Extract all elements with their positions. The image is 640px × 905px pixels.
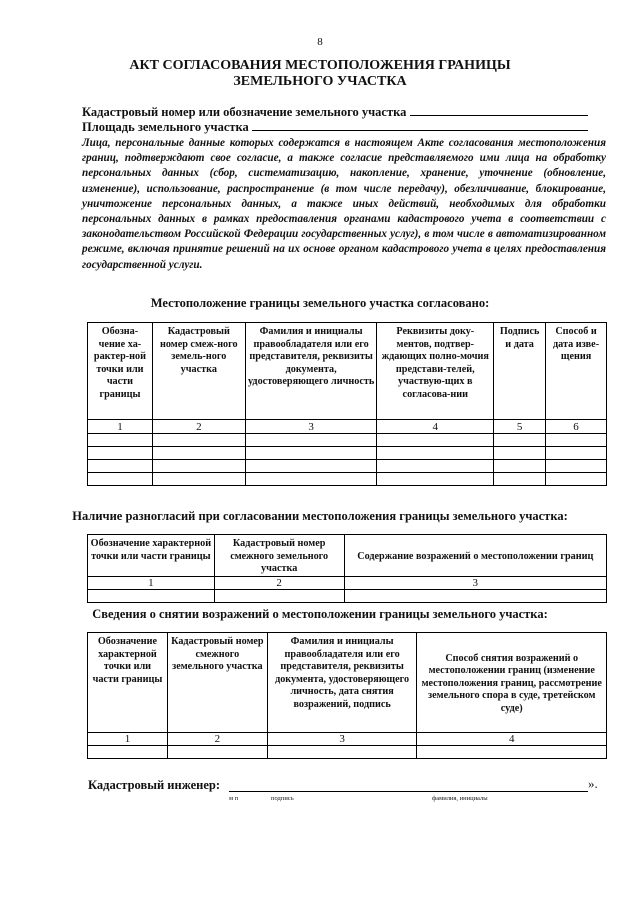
section1-heading: Местоположение границы земельного участка согласовано: — [150, 296, 490, 310]
col-number: 1 — [88, 420, 153, 434]
col-number: 1 — [88, 577, 215, 590]
title-line-1: АКТ СОГЛАСОВАНИЯ МЕСТОПОЛОЖЕНИЯ ГРАНИЦЫ — [129, 58, 511, 73]
table-row[interactable] — [88, 590, 607, 603]
header-cadastral: Кадастровый номер смежного земельного участка — [214, 535, 344, 577]
header-owner: Фамилия и инициалы правообладателя или его представителя, реквизиты документа, удостоверяющего личность, дата снятия возражений, подпись — [267, 633, 417, 733]
title-line-2: ЗЕМЕЛЬНОГО УЧАСТКА — [233, 74, 407, 89]
table-row[interactable] — [88, 447, 607, 460]
table-number-row — [88, 577, 607, 590]
col-number: 2 — [152, 420, 245, 434]
section3-heading: Сведения о снятии возражений о местоположении границы земельного участка: — [92, 607, 548, 621]
table-number-row — [88, 420, 607, 434]
cadastral-number-blank[interactable] — [410, 104, 588, 116]
page-number: 8 — [317, 36, 323, 48]
header-cadastral: Кадастровый номер смеж-ного земель-ного участка — [152, 323, 245, 420]
col-number: 6 — [546, 420, 607, 434]
stamp-caption: м п — [229, 795, 239, 802]
personal-data-consent: Лица, персональные данные которых содержатся в настоящем Акте согласования местоположения границ, подтверждают свое согласие, а также согласие представляемого ими лица на обработку персональных данных (сбор, систематизацию, накопление, хранение, уточнение (обновление, изменение), использование, распространение (в том числе передачу), обезличивание, блокирование, уничтожение персональных данных, а также иных действий, необходимых для обработки персональных данных в рамках предоставления органами кадастрового учета в соответствии с законодательством Российской Федерации государственных услуг), в том числе в автоматизированном режиме, включая принятие решений на их основе органом кадастрового учета в целях предоставления государственной услуги. — [82, 137, 606, 271]
header-point: Обозначение характерной точки или части границы — [88, 535, 215, 577]
col-number: 4 — [377, 420, 494, 434]
col-number: 3 — [267, 733, 417, 746]
col-number: 4 — [417, 733, 607, 746]
signature-caption: подпись — [271, 795, 294, 802]
col-number: 3 — [245, 420, 377, 434]
cadastral-number-label: Кадастровый номер или обозначение земельного участка — [82, 105, 407, 119]
engineer-line-end: ». — [588, 776, 598, 791]
header-notice: Способ и дата изве-щения — [546, 323, 607, 420]
col-number: 2 — [167, 733, 267, 746]
header-point: Обозна-чение ха-рактер-ной точки или части границы — [88, 323, 153, 420]
header-cadastral: Кадастровый номер смежного земельного участка — [167, 633, 267, 733]
table-header-row — [88, 633, 607, 733]
table-row[interactable] — [88, 473, 607, 486]
name-caption: фамилия, инициалы — [432, 795, 488, 802]
header-owner: Фамилия и инициалы правообладателя или его представителя, реквизиты документа, удостоверяющего личность — [245, 323, 377, 420]
area-label: Площадь земельного участка — [82, 120, 249, 134]
header-documents: Реквизиты доку-ментов, подтвер-ждающих полно-мочия представи-телей, участвую-щих в согласова-нии — [377, 323, 494, 420]
col-number: 2 — [214, 577, 344, 590]
table-header-row — [88, 323, 607, 420]
header-signature: Подпись и дата — [494, 323, 546, 420]
cadastral-number-field — [82, 104, 588, 120]
header-point: Обозначение характерной точки или части границы — [88, 633, 168, 733]
area-blank[interactable] — [252, 119, 588, 131]
engineer-label: Кадастровый инженер: — [88, 778, 221, 792]
area-field — [82, 119, 588, 135]
table-row[interactable] — [88, 746, 607, 759]
section2-heading: Наличие разногласий при согласовании местоположения границы земельного участка: — [72, 509, 568, 523]
table-row[interactable] — [88, 434, 607, 447]
col-number: 1 — [88, 733, 168, 746]
objection-removal-table — [87, 632, 607, 759]
table-number-row — [88, 733, 607, 746]
document-title — [0, 58, 640, 90]
table-header-row — [88, 535, 607, 577]
col-number: 3 — [344, 577, 606, 590]
engineer-signature-line[interactable] — [229, 791, 588, 792]
header-removal-method: Способ снятия возражений о местоположении границ (изменение местоположения границ, рассмотрение земельного спора в суде, третейском суде) — [417, 633, 607, 733]
table-row[interactable] — [88, 460, 607, 473]
col-number: 5 — [494, 420, 546, 434]
header-objections: Содержание возражений о местоположении границ — [344, 535, 606, 577]
disagreements-table — [87, 534, 607, 603]
approval-table — [87, 322, 607, 486]
